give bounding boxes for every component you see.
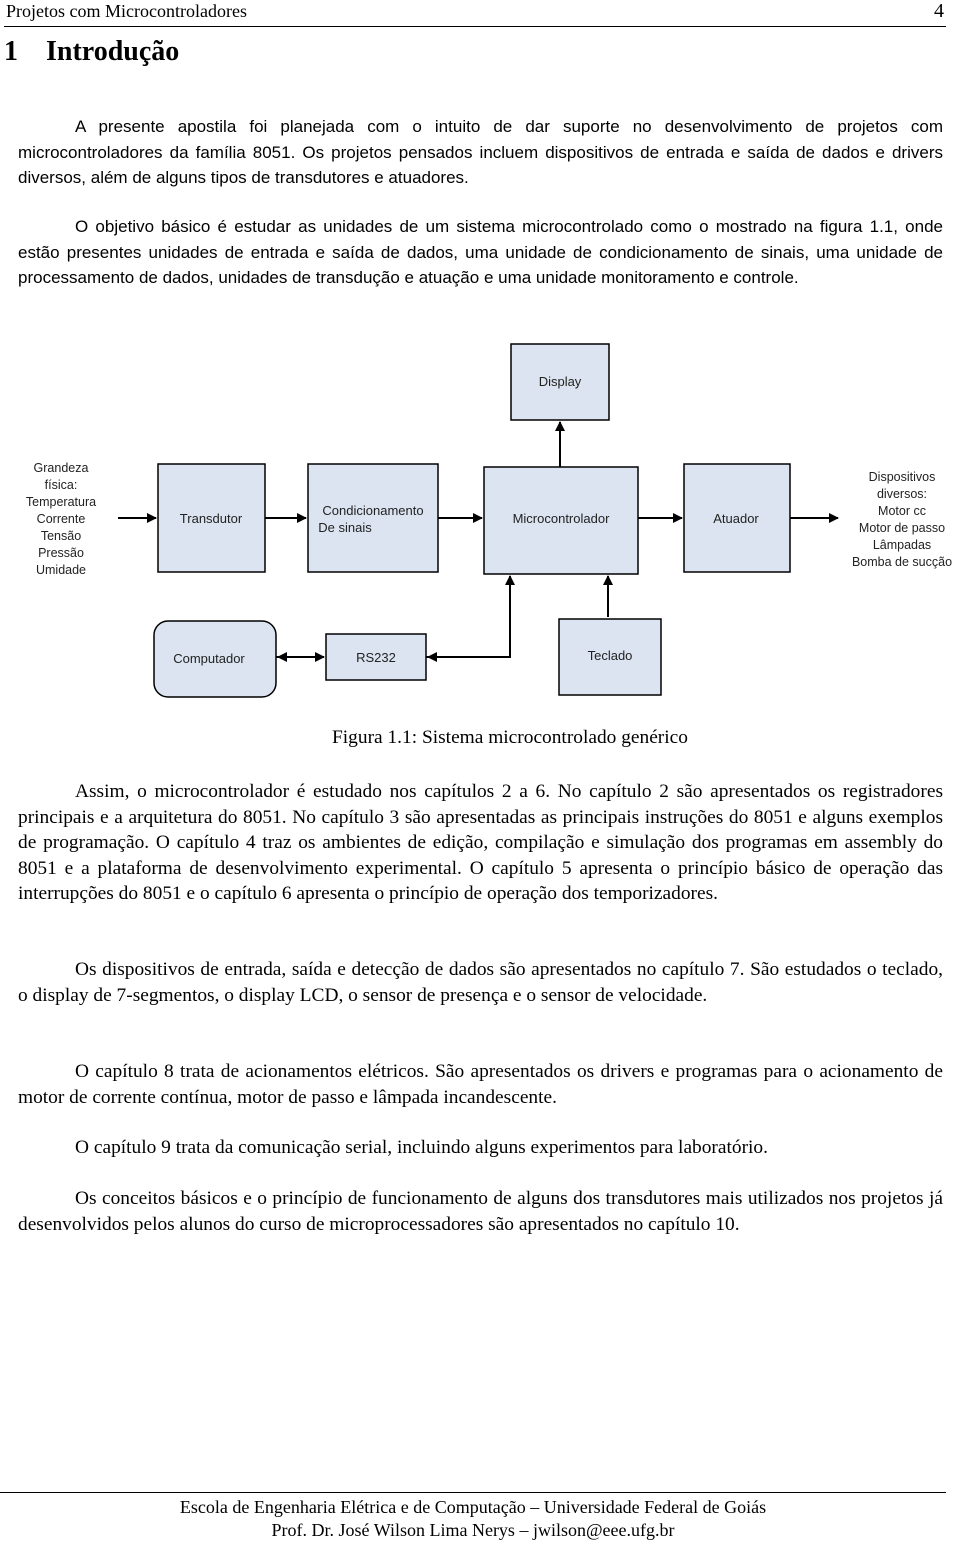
box-condicionamento-label-1: Condicionamento — [322, 503, 424, 518]
footer-institution: Escola de Engenharia Elétrica e de Computação – Universidade Federal de Goiás — [179, 1497, 767, 1517]
block-diagram — [0, 335, 960, 715]
dispositivos-line: Motor de passo — [858, 521, 946, 535]
paragraph-serial — [18, 1135, 943, 1161]
footer-author: Prof. Dr. José Wilson Lima Nerys – jwilson@eee.ufg.br — [271, 1520, 675, 1540]
grandeza-line: física: — [44, 478, 78, 492]
box-condicionamento — [308, 464, 438, 572]
section-title: Introdução — [46, 36, 180, 67]
dispositivos-line: Motor cc — [878, 504, 926, 518]
footer-divider — [0, 1492, 946, 1493]
grandeza-line: Pressão — [38, 546, 84, 560]
page-number: 4 — [934, 0, 944, 22]
dispositivos-line: Lâmpadas — [872, 538, 932, 552]
box-computador — [154, 621, 276, 697]
paragraph-intro-text: A presente apostila foi planejada com o intuito de dar suporte no desenvolvimento de projetos com microcontroladores da família 8051. Os projetos pensados incluem dispositivos de entrada e saída de dados e drivers diversos, além de alguns tipos de transdutores e atuadores. — [18, 117, 943, 187]
paragraph-chapters-text: Assim, o microcontrolador é estudado nos capítulos 2 a 6. No capítulo 2 são apresentados os registradores principais e a arquitetura do 8051. No capítulo 3 são apresentadas as principais instruções do 8051 e alguns exemplos de programação. O capítulo 4 traz os ambientes de edição, compilação e simulação dos programas em assembly do 8051 e a plataforma de desenvolvimento experimental. O capítulo 5 apresenta o princípio básico de operação das interrupções do 8051 e o capítulo 6 apresenta o princípio de operação dos temporizadores. — [18, 781, 943, 904]
box-rs232 — [326, 634, 426, 680]
paragraph-objective — [18, 214, 943, 291]
page-header — [4, 0, 946, 27]
section-heading — [4, 36, 179, 68]
grandeza-line: Temperatura — [25, 495, 97, 509]
paragraph-serial-text: O capítulo 9 trata da comunicação serial, incluindo alguns experimentos para laboratório. — [75, 1137, 768, 1158]
figure-caption: Figura 1.1: Sistema microcontrolado genérico — [332, 727, 688, 748]
paragraph-devices-text: Os dispositivos de entrada, saída e detecção de dados são apresentados no capítulo 7. São estudados o teclado, o display de 7-segmentos, o display LCD, o sensor de presença e o sensor de velocidade. — [18, 959, 943, 1006]
label-grandeza-fisica — [26, 461, 96, 577]
box-display — [511, 344, 609, 420]
paragraph-devices — [18, 957, 943, 1008]
label-dispositivos-diversos — [852, 470, 952, 569]
paragraph-drives — [18, 1059, 943, 1110]
arrow-micro-to-rs232 — [428, 578, 510, 657]
box-computador-label: Computador — [173, 651, 245, 666]
dispositivos-line: diversos: — [876, 487, 928, 501]
section-number: 1 — [4, 36, 18, 67]
box-condicionamento-label-2: De sinais — [318, 520, 372, 535]
paragraph-objective-text: O objetivo básico é estudar as unidades de um sistema microcontrolado como o mostrado na figura 1.1, onde estão presentes unidades de entrada e saída de dados, uma unidade de condicionamento de sinais, uma unidade de processamento de dados, unidades de transdução e atuação e uma unidade monitoramento e controle. — [18, 217, 943, 287]
grandeza-line: Corrente — [36, 512, 86, 526]
box-microcontrolador-label: Microcontrolador — [512, 511, 610, 526]
box-microcontrolador — [484, 467, 638, 574]
paragraph-drives-text: O capítulo 8 trata de acionamentos elétricos. São apresentados os drivers e programas para o acionamento de motor de corrente contínua, motor de passo e lâmpada incandescente. — [18, 1061, 943, 1108]
grandeza-line: Grandeza — [33, 461, 89, 475]
box-transdutor-label: Transdutor — [179, 511, 243, 526]
grandeza-line: Tensão — [40, 529, 82, 543]
paragraph-transducers — [18, 1186, 943, 1237]
paragraph-intro — [18, 114, 943, 191]
dispositivos-line: Bomba de sucção — [851, 555, 953, 569]
box-atuador-label: Atuador — [713, 511, 759, 526]
box-teclado — [559, 619, 661, 695]
header-title: Projetos com Microcontroladores — [6, 1, 247, 21]
box-atuador — [684, 464, 790, 572]
dispositivos-line: Dispositivos — [868, 470, 936, 484]
box-rs232-label: RS232 — [356, 650, 396, 665]
box-display-label: Display — [538, 374, 582, 389]
box-teclado-label: Teclado — [587, 648, 633, 663]
grandeza-line: Umidade — [35, 563, 87, 577]
arrow-rs232-to-micro — [426, 576, 510, 657]
box-transdutor — [158, 464, 265, 572]
paragraph-chapters — [18, 779, 943, 907]
paragraph-transducers-text: Os conceitos básicos e o princípio de funcionamento de alguns dos transdutores mais utilizados nos projetos já desenvolvidos pelos alunos do curso de microprocessadores são apresentados no capítulo 10. — [18, 1188, 943, 1235]
